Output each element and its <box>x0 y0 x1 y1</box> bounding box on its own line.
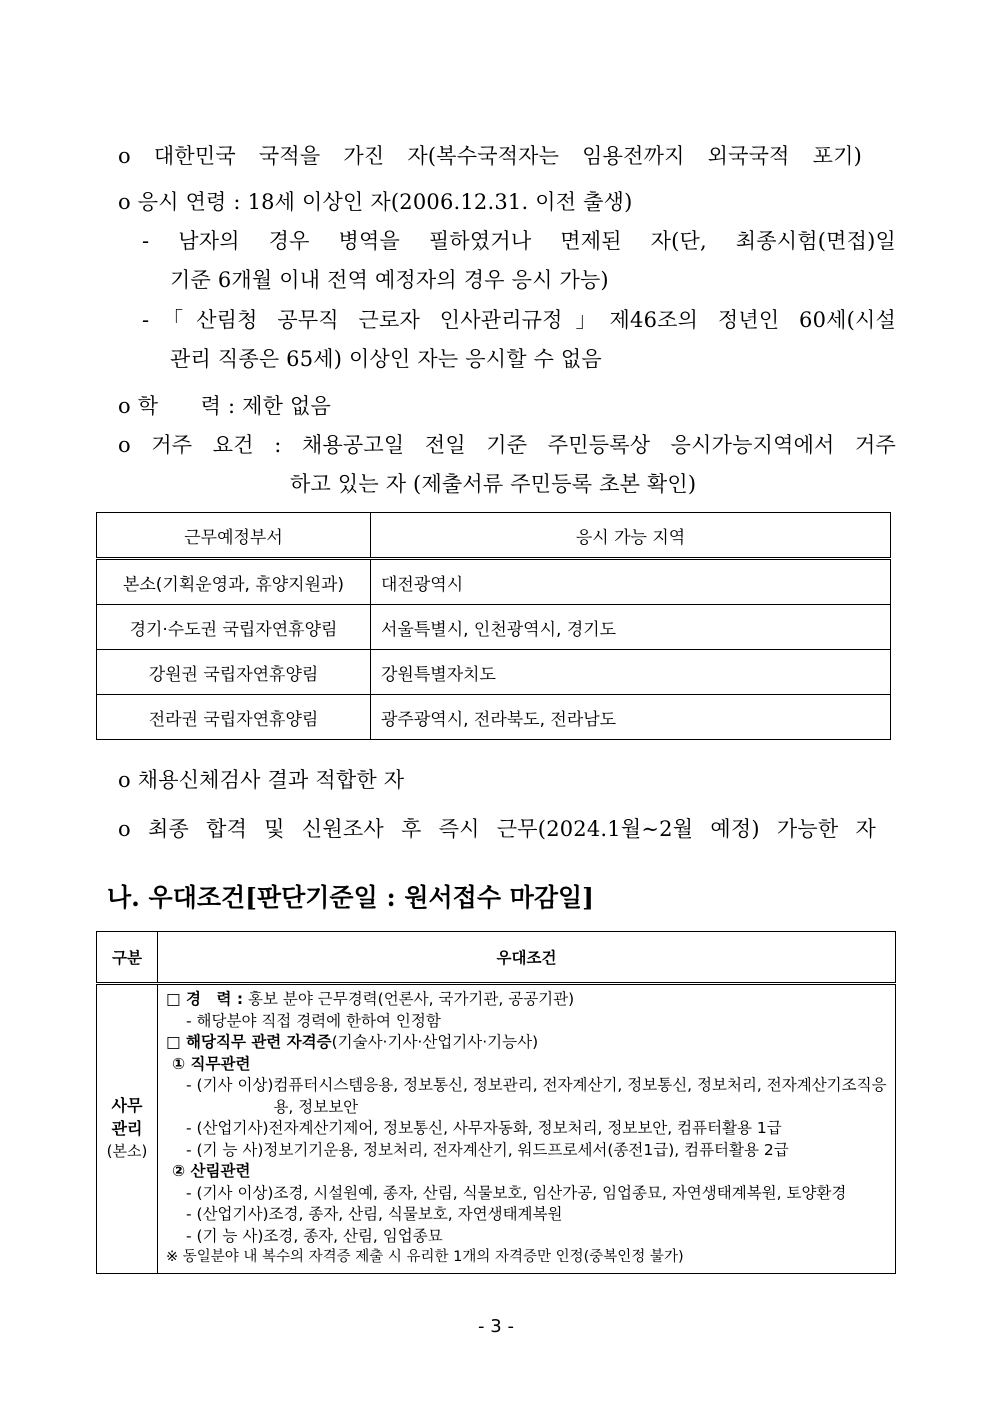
job-item-label: - (기사 이상) <box>186 1076 274 1094</box>
eligibility-military-line1: - 남자의 경우 병역을 필하였거나 면제된 자(단, 최종시험(면접)일 <box>142 229 896 253</box>
career-line <box>166 989 887 1011</box>
region-area-cell: 강원특별자치도 <box>371 650 891 695</box>
eligibility-health: o 채용신체검사 결과 적합한 자 <box>118 768 405 792</box>
job-item-text: 전자계산기제어, 정보통신, 사무자동화, 정보처리, 정보보안, 컴퓨터활용 1급 <box>268 1119 782 1137</box>
region-table-header <box>97 513 891 559</box>
career-note: - 해당분야 직접 경력에 한하여 인정함 <box>186 1011 441 1030</box>
eligibility-retire-line1: -「산림청 공무직 근로자 인사관리규정」제46조의 정년인 60세(시설 <box>142 308 896 332</box>
forest-item-label: - (기사 이상) <box>186 1183 274 1202</box>
list-item <box>166 1204 887 1226</box>
job-item-label: - (기 능 사) <box>186 1140 264 1159</box>
forest-item-text: 조경, 시설원예, 종자, 산림, 식물보호, 임산가공, 임업종묘, 자연생태계복원, 토양환경 <box>273 1183 847 1202</box>
preference-table <box>96 931 896 1274</box>
table-row <box>97 695 891 740</box>
eligibility-education: o 학 력 : 제한 없음 <box>118 394 331 418</box>
forest-item-text: 조경, 종자, 산림, 임업종묘 <box>263 1226 443 1245</box>
forest-item-text: 조경, 종자, 산림, 식물보호, 자연생태계복원 <box>268 1205 563 1223</box>
eligibility-nationality: o 대한민국 국적을 가진 자(복수국적자는 임용전까지 외국국적 포기) <box>118 144 862 168</box>
forest-item-label: - (기 능 사) <box>186 1226 264 1245</box>
pref-footnote: ※ 동일분야 내 복수의 자격증 제출 시 유리한 1개의 자격증만 인정(중복인정 불가) <box>166 1249 684 1265</box>
region-dept-cell: 본소(기획운영과, 휴양지원과) <box>97 559 371 605</box>
category-main-line2: 관리 <box>111 1119 143 1139</box>
region-area-cell: 서울특별시, 인천광역시, 경기도 <box>371 605 891 650</box>
eligibility-retire-line2: 관리 직종은 65세) 이상인 자는 응시할 수 없음 <box>170 347 602 371</box>
job-item-label: - (산업기사) <box>186 1119 269 1137</box>
region-dept-cell: 전라권 국립자연휴양림 <box>97 695 371 740</box>
list-item <box>166 1183 887 1205</box>
eligibility-age: o 응시 연령 : 18세 이상인 자(2006.12.31. 이전 출생) <box>118 190 633 214</box>
region-area-cell: 대전광역시 <box>371 559 891 605</box>
region-header-area: 응시 가능 지역 <box>371 513 891 559</box>
job-related-title: ① 직무관련 <box>172 1054 251 1073</box>
list-item <box>166 1140 887 1162</box>
region-header-dept: 근무예정부서 <box>97 513 371 559</box>
pref-category-cell <box>97 984 158 1274</box>
region-table <box>96 512 891 740</box>
pref-table-header <box>97 932 896 984</box>
region-dept-cell: 경기·수도권 국립자연휴양림 <box>97 605 371 650</box>
table-row <box>97 559 891 605</box>
pref-header-conditions: 우대조건 <box>158 932 896 984</box>
job-item-text: 정보기기운용, 정보처리, 전자계산기, 워드프로세서(종전1급), 컴퓨터활용 2급 <box>263 1140 789 1159</box>
pref-header-category: 구분 <box>97 932 158 984</box>
forest-item-label: - (산업기사) <box>186 1205 269 1223</box>
region-dept-cell: 강원권 국립자연휴양림 <box>97 650 371 695</box>
eligibility-military-line2: 기준 6개월 이내 전역 예정자의 경우 응시 가능) <box>170 268 609 292</box>
cert-text: (기술사·기사·산업기사·기능사) <box>331 1033 539 1051</box>
page-number: - 3 - <box>478 1316 514 1337</box>
table-row <box>97 984 896 1274</box>
job-item-text: 컴퓨터시스템응용, 정보통신, 정보관리, 전자계산기, 정보통신, 정보처리, 전자계산기조직응용, 정보보안 <box>273 1076 887 1116</box>
list-item <box>166 1075 887 1118</box>
category-main-line1: 사무 <box>111 1096 143 1116</box>
eligibility-start: o 최종 합격 및 신원조사 후 즉시 근무(2024.1월∼2월 예정) 가능한 자 <box>118 817 876 841</box>
cert-line <box>166 1032 887 1054</box>
section-heading: 나. 우대조건[판단기준일 : 원서접수 마감일] <box>107 883 594 912</box>
cert-label: □ 해당직무 관련 자격증 <box>166 1033 332 1051</box>
eligibility-residence-line2: 하고 있는 자 (제출서류 주민등록 초본 확인) <box>290 472 697 496</box>
list-item <box>166 1226 887 1248</box>
table-row <box>97 650 891 695</box>
career-text: 홍보 분야 근무경력(언론사, 국가기관, 공공기관) <box>243 990 575 1008</box>
pref-conditions-cell <box>158 984 896 1274</box>
career-label: □ 경 력 : <box>166 990 244 1008</box>
eligibility-residence-line1: o 거주 요건 : 채용공고일 전일 기준 주민등록상 응시가능지역에서 거주 <box>118 433 896 457</box>
region-area-cell: 광주광역시, 전라북도, 전라남도 <box>371 695 891 740</box>
list-item <box>166 1118 887 1140</box>
forest-related-title: ② 산림관련 <box>172 1162 251 1180</box>
category-sub: (본소) <box>106 1142 148 1161</box>
table-row <box>97 605 891 650</box>
